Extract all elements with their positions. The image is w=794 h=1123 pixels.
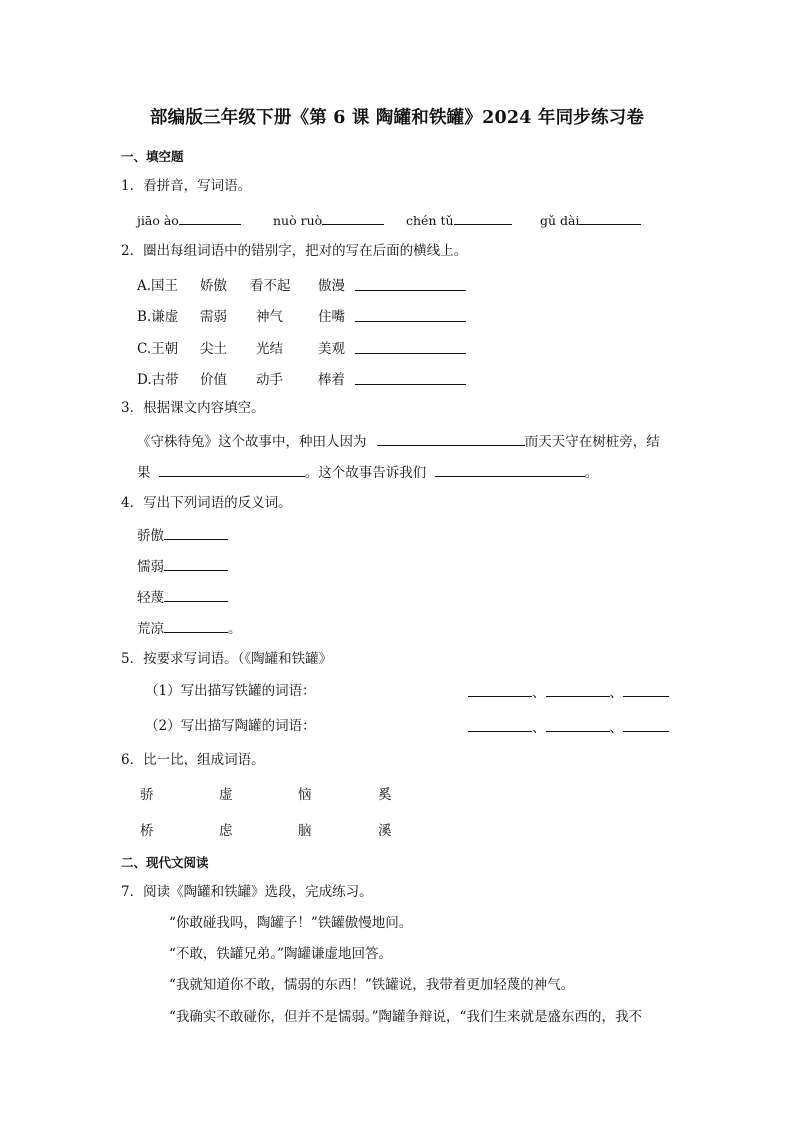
- answer-blank[interactable]: [468, 717, 532, 732]
- q2-row-b-word-2: 需弱: [200, 309, 227, 325]
- separator: 、: [609, 720, 623, 736]
- pinyin-item-2: [273, 210, 384, 230]
- q2-row-c-answer-blank[interactable]: [355, 339, 466, 354]
- q4-word: 骄傲: [137, 528, 164, 544]
- answer-blank[interactable]: [164, 525, 228, 540]
- q2-row-a-word-4: 傲漫: [318, 278, 345, 294]
- answer-blank[interactable]: [623, 717, 669, 732]
- answer-blank[interactable]: [546, 717, 610, 732]
- pinyin-item-1: [137, 210, 241, 230]
- pinyin-text: jiāo ào: [137, 213, 179, 228]
- question-5-stem: 5．按要求写词语。（《陶罐和铁罐》: [121, 651, 333, 667]
- q6-char-row2-1: 桥: [140, 823, 154, 839]
- pinyin-item-3: [406, 210, 512, 230]
- question-1-stem: 1．看拼音，写词语。: [121, 178, 252, 194]
- q4-item-1: [137, 525, 228, 545]
- answer-blank[interactable]: [164, 587, 228, 602]
- q2-row-a-answer-blank[interactable]: [355, 276, 466, 291]
- q6-char-row2-2: 虑: [219, 823, 233, 839]
- q2-row-d-answer-blank[interactable]: [355, 370, 466, 385]
- q2-row-d-word-4: 棒着: [318, 372, 345, 388]
- q2-row-b-word-3: 神气: [256, 309, 283, 325]
- q2-row-b-word-4: 住嘴: [318, 309, 345, 325]
- pinyin-item-4: [540, 210, 641, 230]
- q2-row-c-word-2: 尖土: [200, 341, 227, 357]
- question-6-stem: 6．比一比，组成词语。: [121, 752, 265, 768]
- answer-blank[interactable]: [623, 682, 669, 697]
- q3-paragraph-line-2: [137, 462, 598, 482]
- q2-row-c-word-1: C.王朝: [137, 341, 179, 357]
- answer-blank[interactable]: [164, 618, 228, 633]
- q5-sub-2-label: （2）写出描写陶罐的词语：: [145, 718, 316, 734]
- q7-passage-paragraph: “我就知道你不敢，懦弱的东西！”铁罐说，我带着更加轻蔑的神气。: [169, 977, 575, 993]
- answer-blank[interactable]: [377, 431, 525, 446]
- question-3-stem: 3．根据课文内容填空。: [121, 400, 265, 416]
- separator: 、: [532, 685, 546, 701]
- q2-row-b-answer-blank[interactable]: [355, 307, 466, 322]
- answer-blank[interactable]: [164, 556, 228, 571]
- answer-blank[interactable]: [435, 462, 585, 477]
- q6-char-row2-3: 脑: [298, 823, 312, 839]
- q4-item-3: [137, 587, 228, 607]
- q3-text: 《守株待兔》这个故事中，种田人因为: [137, 434, 367, 450]
- q2-row-d-word-2: 价值: [200, 372, 227, 388]
- q4-word: 懦弱: [137, 559, 164, 575]
- q2-row-a-word-3: 看不起: [250, 278, 291, 294]
- q7-passage-paragraph: “我确实不敢碰你，但并不是懦弱。”陶罐争辩说，“我们生来就是盛东西的，我不: [169, 1009, 642, 1025]
- q2-row-d-word-3: 动手: [256, 372, 283, 388]
- question-2-stem: 2．圈出每组词语中的错别字，把对的写在后面的横线上。: [121, 243, 468, 259]
- q3-text: 。这个故事告诉我们: [304, 465, 427, 481]
- q7-passage-paragraph: “你敢碰我吗，陶罐子！”铁罐傲慢地问。: [169, 915, 413, 931]
- section-heading-reading: 二、现代文阅读: [121, 855, 209, 870]
- pinyin-text: nuò ruò: [273, 213, 323, 228]
- answer-blank[interactable]: [322, 210, 384, 225]
- q5-sub-2-answers: [468, 717, 669, 737]
- q2-row-b-word-1: B.谦虚: [137, 309, 179, 325]
- pinyin-text: gǔ dài: [540, 213, 580, 228]
- answer-blank[interactable]: [179, 210, 241, 225]
- q6-char-row2-4: 溪: [378, 823, 392, 839]
- question-4-stem: 4．写出下列词语的反义词。: [121, 495, 292, 511]
- q2-row-c-word-3: 光结: [256, 341, 283, 357]
- q3-text: 而天天守在树桩旁，结: [524, 434, 660, 450]
- q6-char-row1-2: 虚: [219, 787, 233, 803]
- answer-blank[interactable]: [468, 682, 532, 697]
- q4-item-2: [137, 556, 228, 576]
- answer-blank[interactable]: [454, 210, 512, 225]
- section-heading-fill-in: 一、填空题: [121, 149, 184, 164]
- q4-suffix: 。: [228, 621, 242, 637]
- question-7-stem: 7．阅读《陶罐和铁罐》选段，完成练习。: [121, 884, 373, 900]
- q2-row-c-word-4: 美观: [318, 341, 345, 357]
- answer-blank[interactable]: [579, 210, 641, 225]
- answer-blank[interactable]: [159, 462, 305, 477]
- page-title: 部编版三年级下册《第 6 课 陶罐和铁罐》2024 年同步练习卷: [149, 108, 645, 128]
- separator: 、: [532, 720, 546, 736]
- q3-paragraph-line-1: [137, 431, 660, 451]
- separator: 、: [609, 685, 623, 701]
- q3-text: 果: [137, 465, 151, 481]
- q5-sub-1-answers: [468, 682, 669, 702]
- q6-char-row1-3: 恼: [298, 787, 312, 803]
- q5-sub-1-label: （1）写出描写铁罐的词语：: [145, 683, 316, 699]
- q7-passage-paragraph: “不敢，铁罐兄弟。”陶罐谦虚地回答。: [169, 946, 393, 962]
- answer-blank[interactable]: [546, 682, 610, 697]
- q6-char-row1-1: 骄: [140, 787, 154, 803]
- q6-char-row1-4: 奚: [378, 787, 392, 803]
- q4-word: 轻蔑: [137, 590, 164, 606]
- q4-word: 荒凉: [137, 621, 164, 637]
- q2-row-a-word-2: 娇傲: [200, 278, 227, 294]
- q3-text: 。: [584, 465, 599, 481]
- q4-item-4: [137, 618, 242, 638]
- q2-row-d-word-1: D.古带: [137, 372, 179, 388]
- pinyin-text: chén tǔ: [406, 213, 454, 228]
- q2-row-a-word-1: A.国王: [137, 278, 179, 294]
